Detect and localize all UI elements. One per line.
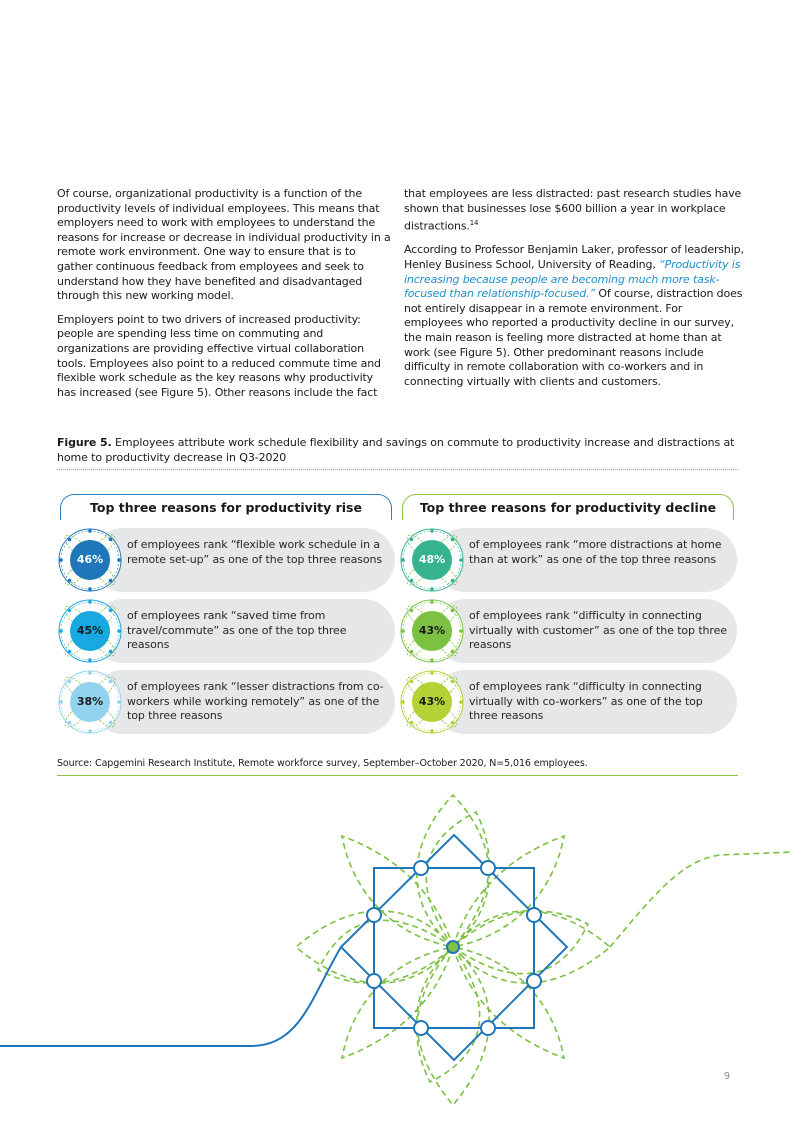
center-node bbox=[447, 941, 459, 953]
reason-text: of employees rank “difficulty in connecting virtually with customer” as one of the top three reasons bbox=[469, 609, 727, 652]
dashed-trail bbox=[610, 852, 793, 947]
figure-caption-text: Employees attribute work schedule flexibility and savings on commute to productivity increase and distractions at home to productivity decrease in Q3-2020 bbox=[57, 436, 735, 464]
reason-text: of employees rank “saved time from travel/commute” as one of the top three reasons bbox=[127, 609, 347, 652]
paragraph-text: Of course, distraction does not entirely disappear in a remote environment. For employees who reported a productivity decline in our survey, the main reason is feeling more distracted at home than at work (see Figure 5). Other predominant reasons include difficulty in remote collaboration with co-workers and in connecting virtually with clients and customers. bbox=[404, 287, 743, 388]
body-column-left bbox=[57, 187, 392, 409]
reason-text: of employees rank “flexible work schedule in a remote set-up” as one of the top three reasons bbox=[127, 538, 383, 566]
rise-item bbox=[57, 599, 397, 663]
percent-badge bbox=[57, 527, 123, 593]
body-column-right bbox=[404, 187, 744, 398]
green-divider bbox=[57, 775, 738, 776]
decline-item bbox=[399, 670, 739, 734]
percent-value: 38% bbox=[76, 695, 104, 708]
decorative-mandala-graphic bbox=[0, 790, 793, 1122]
percent-value: 43% bbox=[418, 624, 446, 637]
dotted-divider bbox=[57, 469, 738, 470]
source-note: Source: Capgemini Research Institute, Remote workforce survey, September–October 2020, N=5,016 employees. bbox=[57, 758, 588, 769]
reason-text: of employees rank “lesser distractions from co-workers while working remotely” as one of the top three reasons bbox=[127, 680, 384, 723]
percent-badge bbox=[57, 598, 123, 664]
decline-panel-title: Top three reasons for productivity decline bbox=[402, 494, 734, 520]
percent-value: 46% bbox=[76, 553, 104, 566]
reason-text: of employees rank “more distractions at home than at work” as one of the top three reasons bbox=[469, 538, 722, 566]
figure-label: Figure 5. bbox=[57, 436, 112, 449]
footnote-ref: 14 bbox=[469, 219, 479, 228]
decline-item bbox=[399, 599, 739, 663]
paragraph: Of course, organizational productivity is a function of the productivity levels of individual employees. This means that employers need to work with employees to understand the reasons for increase or decrease in individual productivity in a remote work environment. One way to ensure that is to gather continuous feedback from employees and seek to understand how they have benefited and disadvantaged through this new working model. bbox=[57, 187, 391, 303]
decline-item bbox=[399, 528, 739, 592]
rise-panel-title: Top three reasons for productivity rise bbox=[60, 494, 392, 520]
percent-badge bbox=[399, 669, 465, 735]
rise-item bbox=[57, 528, 397, 592]
paragraph-text: that employees are less distracted: past research studies have shown that businesses lose $600 billion a year in workplace distractions. bbox=[404, 187, 742, 233]
paragraph bbox=[404, 187, 744, 234]
paragraph bbox=[404, 243, 744, 389]
blue-curve-line bbox=[0, 947, 341, 1046]
percent-badge bbox=[399, 527, 465, 593]
page-number: 9 bbox=[724, 1071, 731, 1082]
reason-text: of employees rank “difficulty in connecting virtually with co-workers” as one of the top three reasons bbox=[469, 680, 703, 723]
percent-value: 43% bbox=[418, 695, 446, 708]
figure-caption bbox=[57, 436, 737, 466]
percent-value: 48% bbox=[418, 553, 446, 566]
quote: “Productivity is increasing because people are becoming much more task-focused than relationship-focused.” bbox=[404, 258, 741, 301]
percent-value: 45% bbox=[76, 624, 104, 637]
paragraph: Employers point to two drivers of increased productivity: people are spending less time on commuting and organizations are providing effective virtual collaboration tools. Employees also point to a reduced commute time and flexible work schedule as the key reasons why productivity has increased (see Figure 5). Other reasons include the fact bbox=[57, 312, 381, 399]
rise-item bbox=[57, 670, 397, 734]
percent-badge bbox=[399, 598, 465, 664]
percent-badge bbox=[57, 669, 123, 735]
paragraph-intro: According to Professor Benjamin Laker, professor of leadership, Henley Business School, University of Reading, bbox=[404, 243, 744, 272]
